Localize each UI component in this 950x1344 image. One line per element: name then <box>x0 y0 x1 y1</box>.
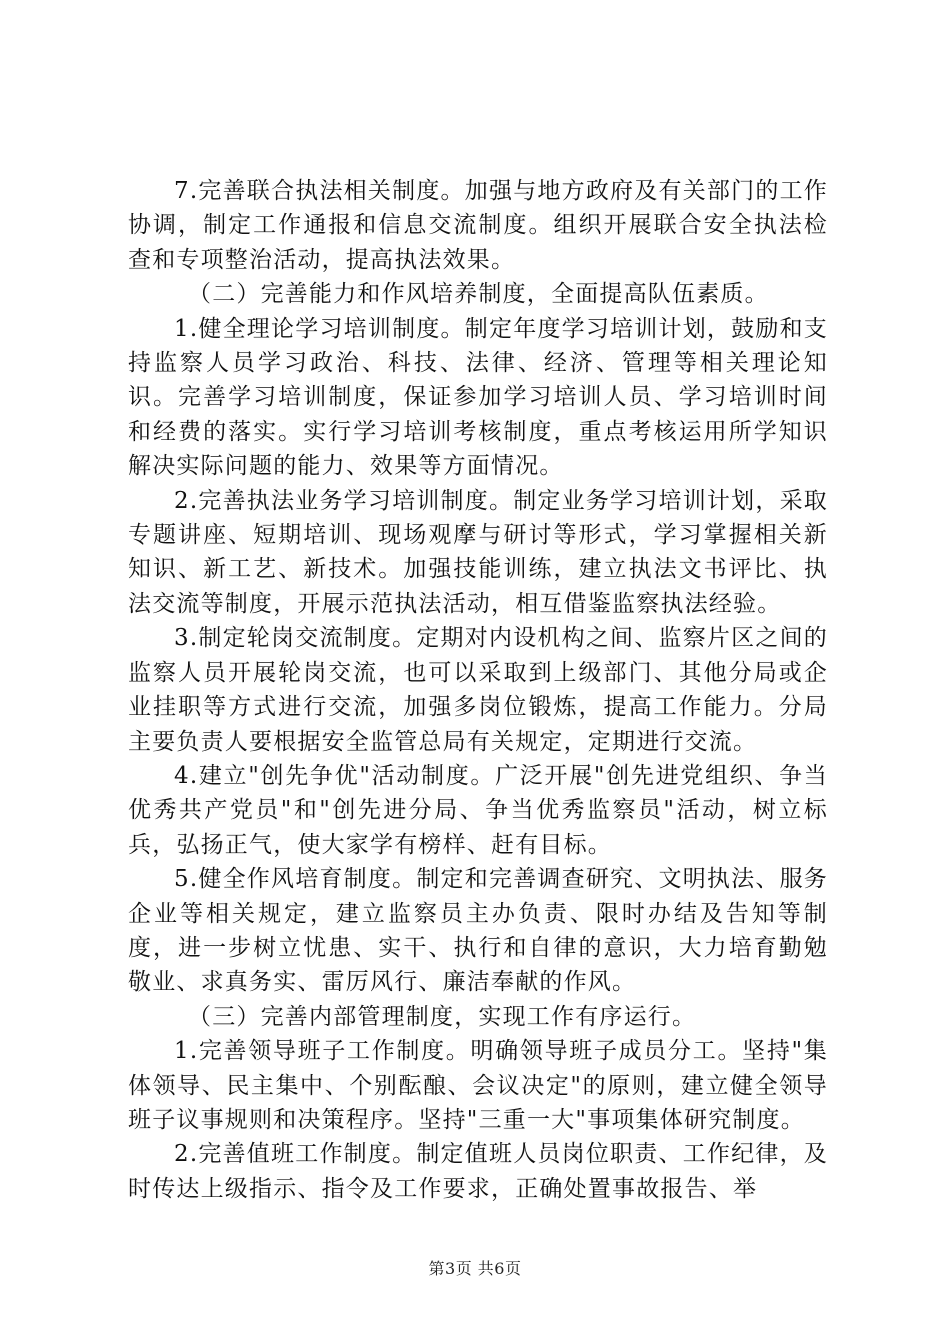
paragraph-rotation: 3.制定轮岗交流制度。定期对内设机构之间、监察片区之间的监察人员开展轮岗交流，也可以采取到上级部门、其他分局或企业挂职等方式进行交流，加强多岗位锻炼，提高工作能力。分局主要负责人要根据安全监管总局有关规定，定期进行交流。 <box>128 625 828 755</box>
paragraph-leadership: 1.完善领导班子工作制度。明确领导班子成员分工。坚持"集体领导、民主集中、个别酝酿、会议决定"的原则，建立健全领导班子议事规则和决策程序。坚持"三重一大"事项集体研究制度。 <box>128 1038 828 1133</box>
paragraph-joint-enforcement: 7.完善联合执法相关制度。加强与地方政府及有关部门的工作协调，制定工作通报和信息交流制度。组织开展联合安全执法检查和专项整治活动，提高执法效果。 <box>128 178 828 273</box>
paragraph-work-style: 5.健全作风培育制度。制定和完善调查研究、文明执法、服务企业等相关规定，建立监察员主办负责、限时办结及告知等制度，进一步树立忧患、实干、执行和自律的意识，大力培育勤勉敬业、求真务实、雷厉风行、廉洁奉献的作风。 <box>128 866 828 996</box>
page-number-footer: 第3页 共6页 <box>428 1259 522 1278</box>
section-heading-internal-management: （三）完善内部管理制度，实现工作有序运行。 <box>188 1003 697 1030</box>
paragraph-duty-shift: 2.完善值班工作制度。制定值班人员岗位职责、工作纪律，及时传达上级指示、指令及工作要求，正确处置事故报告、举 <box>128 1141 828 1202</box>
paragraph-business-training: 2.完善执法业务学习培训制度。制定业务学习培训计划，采取专题讲座、短期培训、现场观摩与研讨等形式，学习掌握相关新知识、新工艺、新技术。加强技能训练，建立执法文书评比、执法交流等制度，开展示范执法活动，相互借鉴监察执法经验。 <box>128 487 828 617</box>
paragraph-theory-training: 1.健全理论学习培训制度。制定年度学习培训计划，鼓励和支持监察人员学习政治、科技、法律、经济、管理等相关理论知识。完善学习培训制度，保证参加学习培训人员、学习培训时间和经费的落实。实行学习培训考核制度，重点考核运用所学知识解决实际问题的能力、效果等方面情况。 <box>128 315 828 480</box>
paragraph-excellence-activity: 4.建立"创先争优"活动制度。广泛开展"创先进党组织、争当优秀共产党员"和"创先进分局、争当优秀监察员"活动，树立标兵，弘扬正气，使大家学有榜样、赶有目标。 <box>128 762 828 858</box>
document-body <box>128 174 828 1206</box>
section-heading-capability: （二）完善能力和作风培养制度，全面提高队伍素质。 <box>188 281 769 308</box>
